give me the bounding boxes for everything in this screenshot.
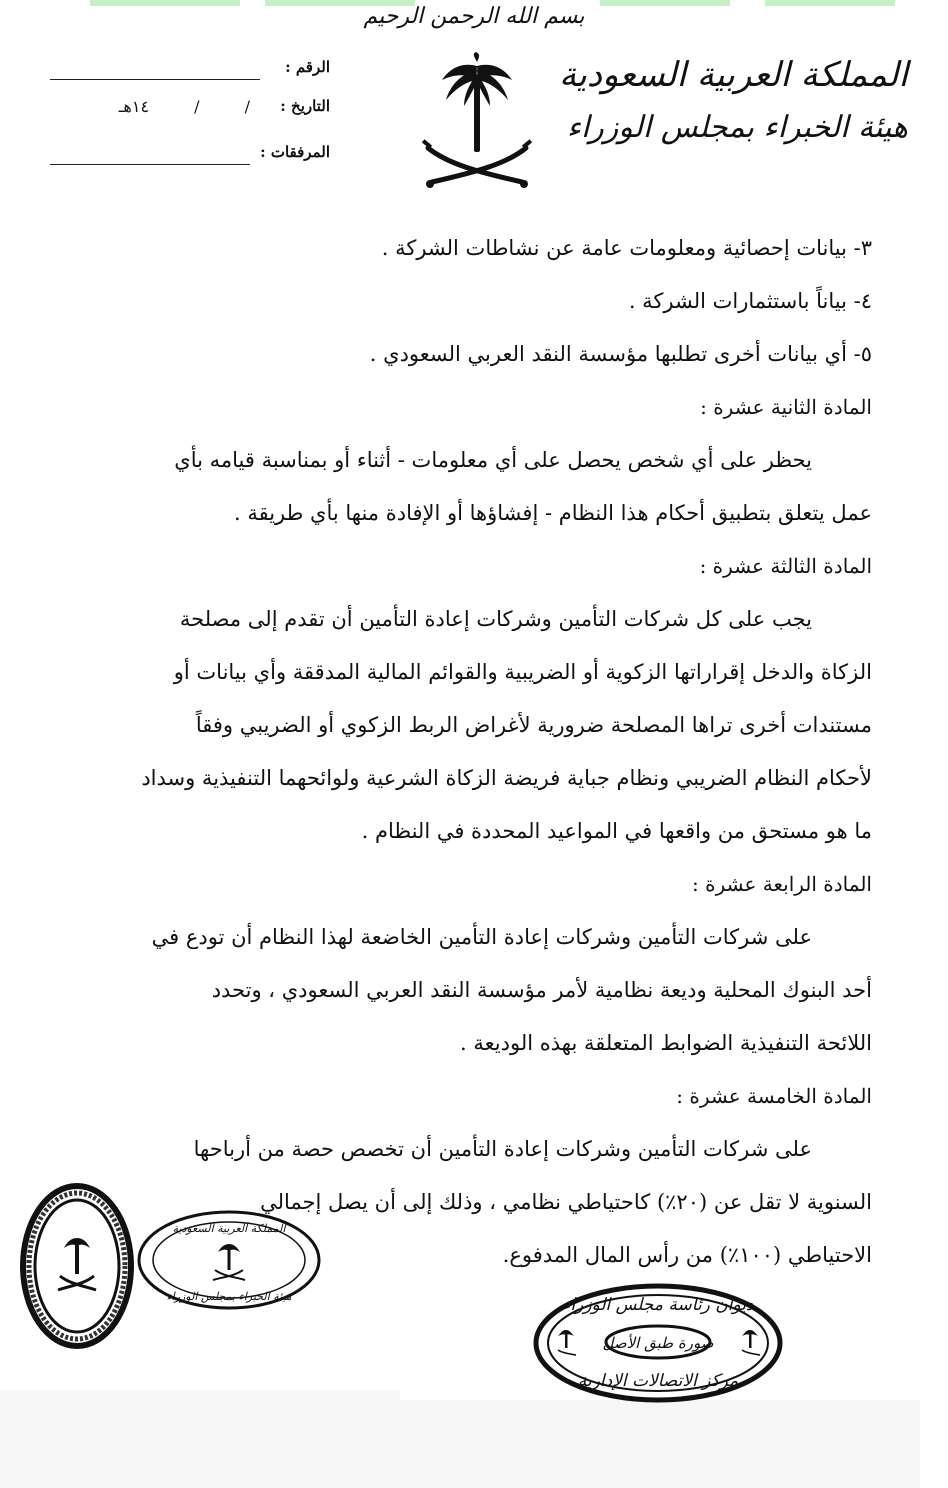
date-label: التاريخ : (280, 97, 330, 115)
article-15-line-3: الاحتياطي (١٠٠٪) من رأس المال المدفوع. (502, 1243, 872, 1267)
palm-swords-emblem-icon (418, 52, 536, 192)
article-13-line-5: ما هو مستحق من واقعها في المواعيد المحددة في النظام . (361, 819, 872, 843)
article-13-line-1: يجب على كل شركات التأمين وشركات إعادة التأمين أن تقدم إلى مصلحة (179, 607, 812, 631)
article-12-heading: المادة الثانية عشرة : (700, 395, 872, 419)
left-seal-caption: المملكة العربية السعودية (172, 1222, 286, 1235)
article-15-heading: المادة الخامسة عشرة : (676, 1084, 872, 1108)
article-14-line-3: اللائحة التنفيذية الضوابط المتعلقة بهذه الوديعة . (460, 1031, 872, 1055)
seal-bottom-text: مركز الاتصالات الإدارية (577, 1371, 739, 1391)
attachments-underline (50, 164, 250, 165)
article-13-heading: المادة الثالثة عشرة : (699, 554, 872, 578)
ref-row (50, 58, 330, 88)
attachments-label: المرفقات : (260, 143, 330, 161)
seal-top-text: ديوان رئاسة مجلس الوزراء (562, 1295, 754, 1315)
list-item-5: ٥- أي بيانات أخرى تطلبها مؤسسة النقد العربي السعودي . (369, 342, 872, 366)
basmala: بسم الله الرحمن الرحيم (363, 4, 585, 29)
article-15-line-2: السنوية لا تقل عن (٢٠٪) كاحتياطي نظامي ، وذلك إلى أن يصل إجمالي (260, 1190, 872, 1214)
list-item-3: ٣- بيانات إحصائية ومعلومات عامة عن نشاطات الشركة . (381, 236, 872, 260)
list-item-4: ٤- بياناً باستثمارات الشركة . (628, 289, 872, 313)
scan-shadow-bottom (400, 1400, 920, 1488)
article-12-line-2: عمل يتعلق بتطبيق أحكام هذا النظام - إفشاؤها أو الإفادة منها بأي طريقة . (233, 501, 872, 525)
article-14-line-1: على شركات التأمين وشركات إعادة التأمين الخاضعة لهذا النظام أن تودع في (151, 925, 812, 949)
document-body (110, 222, 872, 1282)
seal-center-text: صورة طبق الأصل (602, 1334, 714, 1352)
date-row (50, 97, 330, 127)
official-seal-inner-left (135, 1208, 323, 1312)
org-name-kingdom: المملكة العربية السعودية (559, 55, 908, 95)
article-12-line-1: يحظر على أي شخص يحصل على أي معلومات - أثناء أو بمناسبة قيامه بأي (174, 448, 812, 472)
certified-copy-seal (532, 1282, 784, 1404)
attachments-row (50, 143, 330, 173)
scan-shadow-left (0, 1390, 400, 1488)
ref-label: الرقم : (285, 58, 330, 76)
article-14-line-2: أحد البنوك المحلية وديعة نظامية لأمر مؤسسة النقد العربي السعودي ، وتحدد (211, 978, 872, 1002)
official-seal-outer-left (18, 1180, 136, 1352)
article-13-line-2: الزكاة والدخل إقراراتها الزكوية أو الضريبية والقوائم المالية المدققة وأي بيانات أو (173, 660, 872, 684)
article-13-line-4: لأحكام النظام الضريبي ونظام جباية فريضة الزكاة الشرعية ولوائحهما التنفيذية وسداد (141, 766, 872, 790)
article-15-line-1: على شركات التأمين وشركات إعادة التأمين أن تخصص حصة من أرباحها (193, 1137, 812, 1161)
svg-text:هيئة الخبراء بمجلس الوزراء: هيئة الخبراء بمجلس الوزراء (166, 1290, 292, 1303)
article-14-heading: المادة الرابعة عشرة : (692, 872, 872, 896)
org-name-experts-commission: هيئة الخبراء بمجلس الوزراء (566, 110, 908, 145)
date-value: / / ١٤هـ (118, 97, 250, 116)
ref-underline (50, 79, 260, 80)
article-13-line-3: مستندات أخرى تراها المصلحة ضرورية لأغراض الربط الزكوي أو الضريبي وفقاً (195, 713, 872, 737)
